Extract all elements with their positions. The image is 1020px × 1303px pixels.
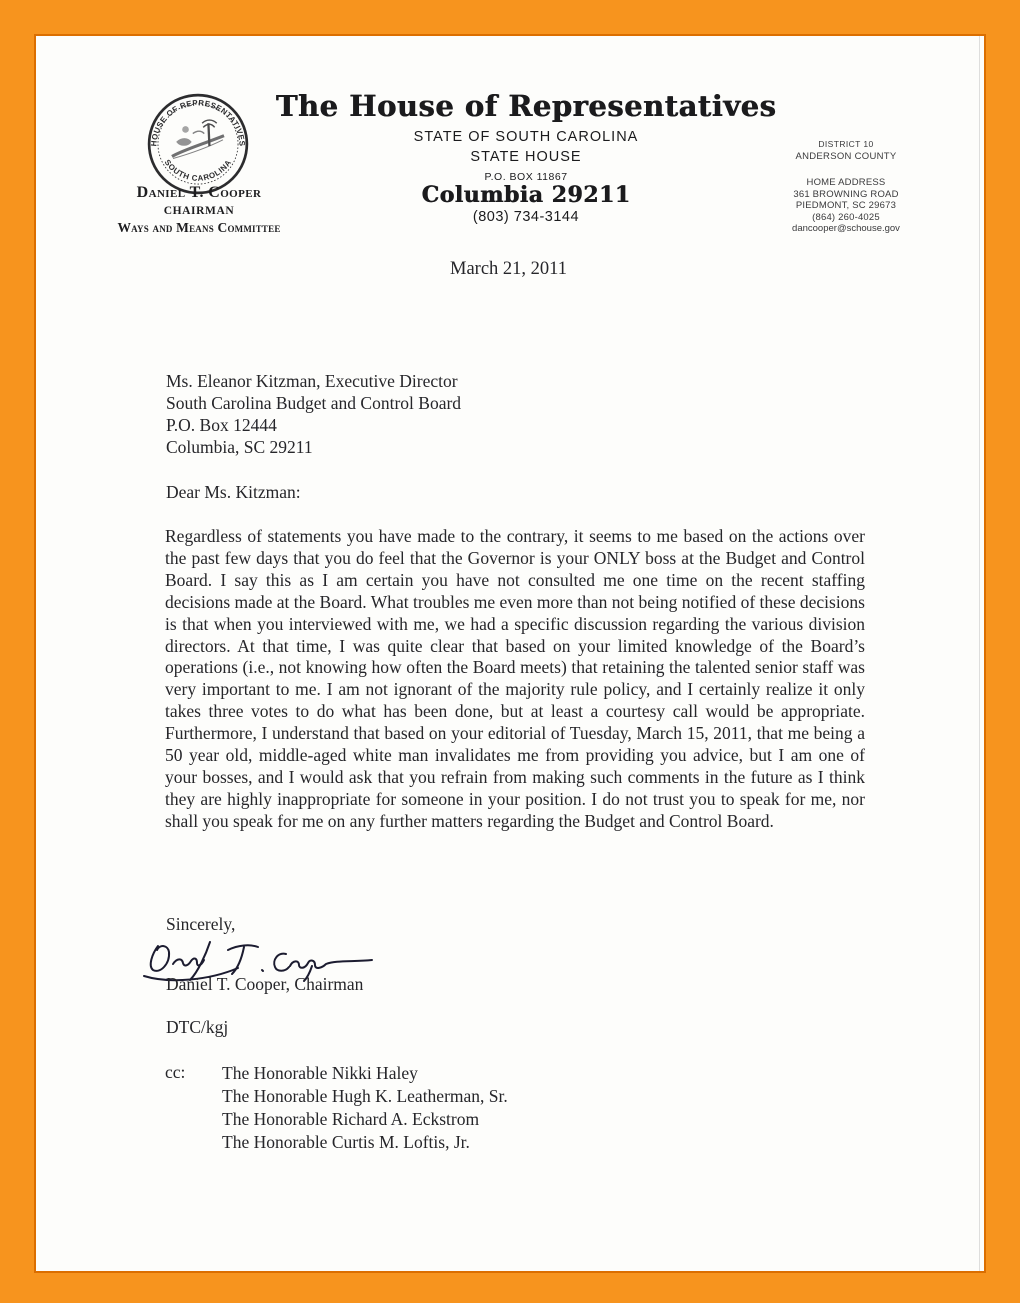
po-box-line: P.O. BOX 11867 (484, 171, 568, 183)
svg-text:SOUTH CAROLINA (163, 158, 234, 183)
reference-initials: DTC/kgj (166, 1017, 229, 1037)
spacer (748, 162, 944, 177)
home-address-line2: PIEDMONT, SC 29673 (795, 200, 897, 211)
closing: Sincerely, (166, 914, 236, 934)
county-line: ANDERSON COUNTY (795, 150, 897, 162)
seal-emblem-art (172, 120, 224, 158)
cc-recipient: The Honorable Nikki Haley (222, 1063, 418, 1083)
recipient-line: Columbia, SC 29211 (166, 437, 313, 457)
recipient-line: Ms. Eleanor Kitzman, Executive Director (166, 371, 458, 391)
building-line: STATE HOUSE (470, 149, 582, 165)
signer-name: Daniel T. Cooper, Chairman (166, 974, 364, 994)
cc-recipient: The Honorable Richard A. Eckstrom (222, 1109, 480, 1129)
state-line: STATE OF SOUTH CAROLINA (413, 129, 639, 145)
cc-recipient: The Honorable Curtis M. Loftis, Jr. (222, 1132, 470, 1152)
seal-top-text: HOUSE OF REPRESENTATIVES (149, 98, 247, 147)
organization-name: The House of Representatives (275, 89, 777, 123)
svg-text:HOUSE OF REPRESENTATIVES (149, 98, 246, 146)
seal-bottom-text: SOUTH CAROLINA (162, 157, 234, 183)
recipient-address-block (166, 370, 461, 458)
email-address: dancooper@schouse.gov (792, 223, 900, 234)
letter-date: March 21, 2011 (450, 259, 567, 279)
home-phone: (864) 260-4025 (812, 211, 880, 223)
letterhead-right-block (748, 139, 944, 235)
member-committee: Ways and Means Committee (117, 220, 281, 235)
recipient-line: P.O. Box 12444 (166, 415, 277, 435)
scan-artifact-line (979, 36, 980, 1271)
city-line: Columbia 29211 (421, 182, 631, 208)
member-name: Daniel T. Cooper (136, 184, 262, 201)
office-phone: (803) 734-3144 (472, 209, 580, 225)
house-of-representatives-seal-icon (146, 92, 250, 196)
cc-list (222, 1062, 508, 1154)
member-title: CHAIRMAN (163, 205, 235, 217)
cc-label: cc: (165, 1062, 186, 1082)
salutation: Dear Ms. Kitzman: (166, 482, 301, 502)
home-address-label: HOME ADDRESS (806, 177, 886, 188)
letter-page (34, 34, 986, 1273)
cc-recipient: The Honorable Hugh K. Leatherman, Sr. (222, 1086, 508, 1106)
home-address-line1: 361 BROWNING ROAD (793, 188, 899, 200)
recipient-line: South Carolina Budget and Control Board (166, 393, 462, 413)
letter-body: Regardless of statements you have made to the contrary, it seems to me based on the actions over the past few days that you do feel that the Governor is your ONLY boss at the Budget and Control Board. I say this as I am certain you have not consulted me one time on the recent staffing decisions made at the Board. What troubles me even more than not being notified of these decisions is that when you interviewed with me, we had a specific discussion regarding the various division directors. At that time, I was quite clear that based on your limited knowledge of the Board’s operations (i.e., not knowing how often the Board meets) that retaining the talented senior staff was very important to me. I am not ignorant of the majority rule policy, and I certainly realize it only takes three votes to do what has been done, but at least a courtesy call would be appropriate. Furthermore, I understand that based on your editorial of Tuesday, March 15, 2011, that me being a 50 year old, middle-aged white man invalidates me from providing you advice, but I am one of your bosses, and I would ask that you refrain from making such comments in the future as I think they are highly inappropriate for someone in your position. I do not trust you to speak for me, nor shall you speak for me on any further matters regarding the Budget and Control Board. (165, 526, 865, 831)
district-line: DISTRICT 10 (818, 139, 874, 149)
